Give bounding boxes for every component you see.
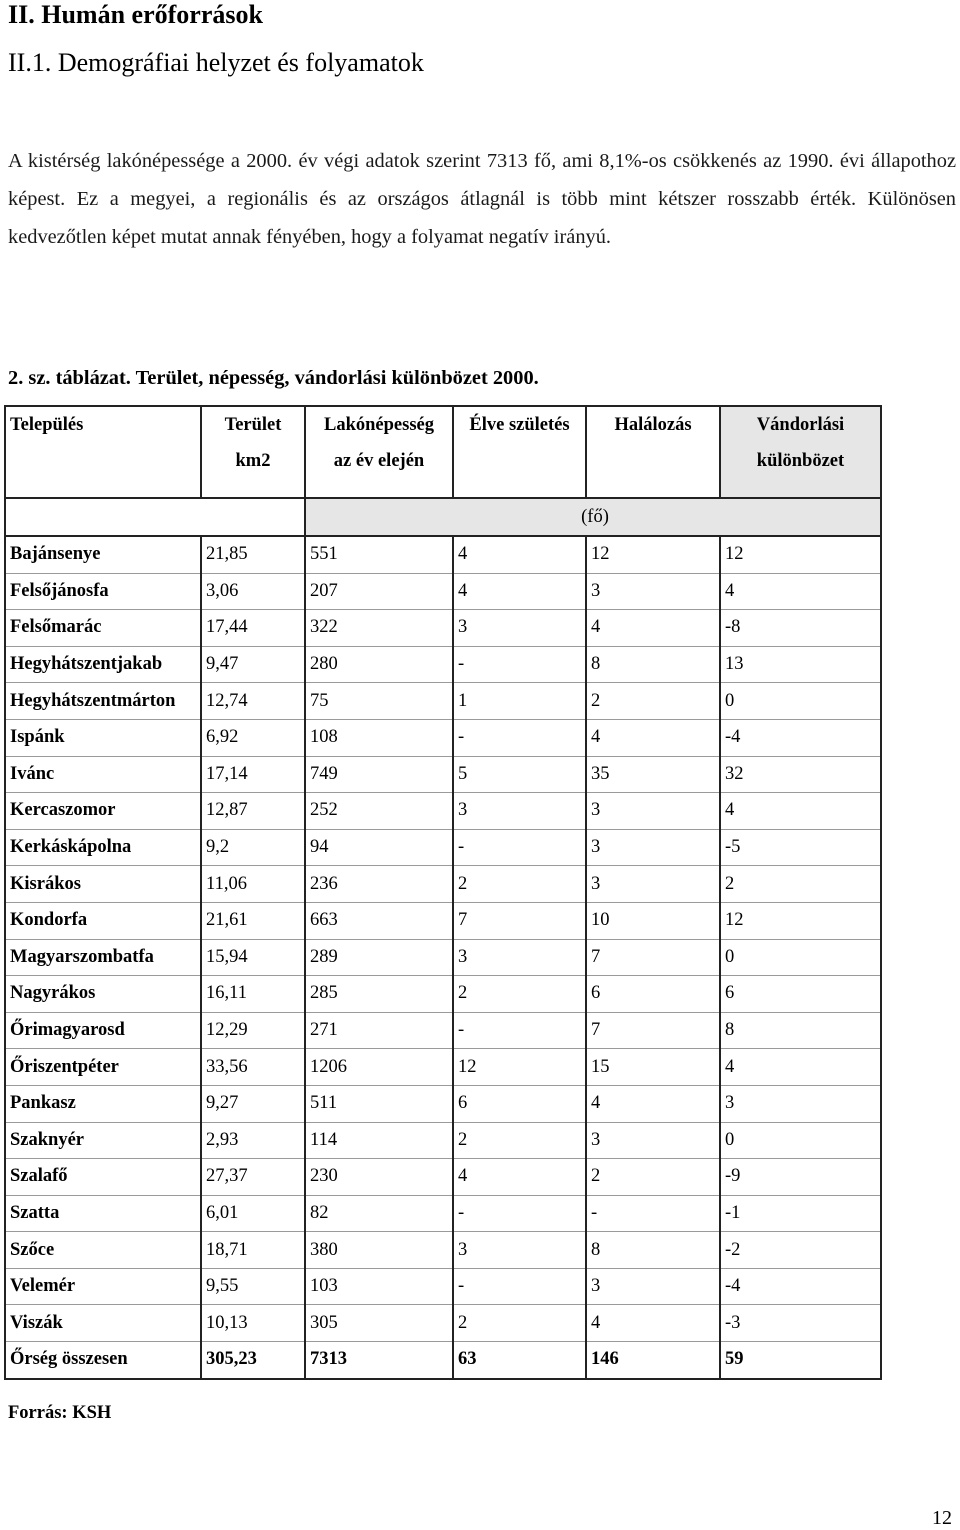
intro-paragraph: A kistérség lakónépessége a 2000. év végi adatok szerint 7313 fő, ami 8,1%-os csökkenés az 1990. évi állapothoz képest. Ez a megyei, a regionális és az országos átlagnál is több mint kétszer rosszabb érték. Különösen kedvezőtlen képet mutat annak fényében, hogy a folyamat negatív irányú.: [8, 150, 956, 248]
cell-population: 305: [305, 1305, 453, 1342]
cell-migration: 4: [720, 793, 881, 830]
table-row: [5, 1122, 881, 1159]
cell-migration: 4: [720, 573, 881, 610]
cell-name: Magyarszombatfa: [5, 939, 201, 976]
header-settlement: Település: [5, 406, 201, 498]
cell-name: Szaknyér: [5, 1122, 201, 1159]
cell-deaths: 4: [586, 610, 720, 647]
cell-area: 21,61: [201, 902, 305, 939]
table-row: [5, 939, 881, 976]
cell-population: 511: [305, 1085, 453, 1122]
cell-population: 749: [305, 756, 453, 793]
cell-deaths: 2: [586, 683, 720, 720]
cell-births: 2: [453, 1305, 586, 1342]
cell-name: Pankasz: [5, 1085, 201, 1122]
cell-deaths: 35: [586, 756, 720, 793]
cell-population: 230: [305, 1159, 453, 1196]
cell-births: 12: [453, 1049, 586, 1086]
cell-population: 94: [305, 829, 453, 866]
cell-population: 285: [305, 976, 453, 1013]
cell-migration: 32: [720, 756, 881, 793]
cell-area: 3,06: [201, 573, 305, 610]
cell-migration: -8: [720, 610, 881, 647]
cell-name: Szatta: [5, 1195, 201, 1232]
table-row: [5, 866, 881, 903]
cell-migration: 4: [720, 1049, 881, 1086]
cell-migration: 13: [720, 646, 881, 683]
table-row: [5, 1305, 881, 1342]
cell-population: 380: [305, 1232, 453, 1269]
table-row: [5, 1085, 881, 1122]
cell-migration: -2: [720, 1232, 881, 1269]
cell-area: 27,37: [201, 1159, 305, 1196]
cell-area: 17,14: [201, 756, 305, 793]
cell-migration: 0: [720, 683, 881, 720]
cell-births: -: [453, 829, 586, 866]
cell-name: Kercaszomor: [5, 793, 201, 830]
cell-migration: 3: [720, 1085, 881, 1122]
cell-name: Szőce: [5, 1232, 201, 1269]
table-row: [5, 1159, 881, 1196]
cell-area: 17,44: [201, 610, 305, 647]
cell-name: Őrség összesen: [5, 1342, 201, 1379]
cell-population: 280: [305, 646, 453, 683]
table-row: [5, 1049, 881, 1086]
cell-births: 2: [453, 976, 586, 1013]
cell-area: 2,93: [201, 1122, 305, 1159]
cell-migration: 6: [720, 976, 881, 1013]
cell-migration: 59: [720, 1342, 881, 1379]
cell-population: 236: [305, 866, 453, 903]
cell-migration: 2: [720, 866, 881, 903]
header-deaths: Halálozás: [586, 406, 720, 498]
cell-name: Felsőjánosfa: [5, 573, 201, 610]
cell-births: 3: [453, 793, 586, 830]
cell-deaths: 12: [586, 536, 720, 573]
cell-population: 551: [305, 536, 453, 573]
cell-area: 11,06: [201, 866, 305, 903]
cell-migration: -4: [720, 1268, 881, 1305]
table-row: [5, 683, 881, 720]
cell-births: 3: [453, 610, 586, 647]
header-migration-line2: különbözet: [756, 451, 845, 471]
header-population-line2: az év elején: [333, 451, 425, 471]
header-area-line1: Terület: [224, 415, 282, 435]
table-row: [5, 902, 881, 939]
cell-population: 103: [305, 1268, 453, 1305]
cell-name: Őriszentpéter: [5, 1049, 201, 1086]
cell-area: 33,56: [201, 1049, 305, 1086]
cell-migration: 8: [720, 1012, 881, 1049]
cell-name: Kerkáskápolna: [5, 829, 201, 866]
demographics-table: [4, 405, 882, 1380]
header-migration-line1: Vándorlási: [756, 415, 845, 435]
cell-name: Felsőmarác: [5, 610, 201, 647]
cell-area: 21,85: [201, 536, 305, 573]
cell-deaths: 10: [586, 902, 720, 939]
cell-deaths: 4: [586, 719, 720, 756]
table-header-row: [5, 406, 881, 498]
cell-deaths: 3: [586, 793, 720, 830]
table-unit-row: [5, 498, 881, 536]
cell-name: Viszák: [5, 1305, 201, 1342]
cell-migration: 0: [720, 1122, 881, 1159]
cell-births: 63: [453, 1342, 586, 1379]
cell-area: 6,92: [201, 719, 305, 756]
cell-births: -: [453, 1268, 586, 1305]
header-population: [305, 406, 453, 498]
cell-name: Velemér: [5, 1268, 201, 1305]
cell-births: -: [453, 1012, 586, 1049]
cell-population: 289: [305, 939, 453, 976]
cell-area: 6,01: [201, 1195, 305, 1232]
chapter-heading: II. Humán erőforrások: [8, 0, 263, 29]
cell-area: 15,94: [201, 939, 305, 976]
cell-deaths: 8: [586, 1232, 720, 1269]
cell-area: 305,23: [201, 1342, 305, 1379]
cell-migration: -9: [720, 1159, 881, 1196]
cell-area: 9,55: [201, 1268, 305, 1305]
cell-migration: -1: [720, 1195, 881, 1232]
header-population-line1: Lakónépesség: [324, 415, 434, 435]
header-area: [201, 406, 305, 498]
cell-migration: -4: [720, 719, 881, 756]
cell-migration: 12: [720, 902, 881, 939]
cell-population: 108: [305, 719, 453, 756]
cell-births: 4: [453, 573, 586, 610]
cell-migration: -5: [720, 829, 881, 866]
table-row: [5, 573, 881, 610]
cell-name: Szalafő: [5, 1159, 201, 1196]
cell-births: -: [453, 1195, 586, 1232]
unit-spacer: [5, 498, 201, 536]
cell-population: 322: [305, 610, 453, 647]
cell-name: Ispánk: [5, 719, 201, 756]
cell-births: 6: [453, 1085, 586, 1122]
cell-area: 9,2: [201, 829, 305, 866]
cell-population: 82: [305, 1195, 453, 1232]
cell-population: 7313: [305, 1342, 453, 1379]
cell-deaths: 3: [586, 1268, 720, 1305]
cell-name: Bajánsenye: [5, 536, 201, 573]
cell-migration: -3: [720, 1305, 881, 1342]
cell-deaths: 7: [586, 939, 720, 976]
cell-population: 114: [305, 1122, 453, 1159]
table-row: [5, 1232, 881, 1269]
section-heading: II.1. Demográfiai helyzet és folyamatok: [8, 48, 424, 77]
cell-name: Kisrákos: [5, 866, 201, 903]
cell-deaths: 146: [586, 1342, 720, 1379]
page-number: 12: [932, 1507, 952, 1529]
table-row: [5, 793, 881, 830]
cell-area: 12,74: [201, 683, 305, 720]
cell-population: 75: [305, 683, 453, 720]
table-row: [5, 646, 881, 683]
table-row: [5, 1195, 881, 1232]
cell-deaths: 3: [586, 573, 720, 610]
table-row: [5, 719, 881, 756]
cell-deaths: 4: [586, 1305, 720, 1342]
cell-name: Nagyrákos: [5, 976, 201, 1013]
table-row: [5, 829, 881, 866]
table-row: [5, 610, 881, 647]
cell-deaths: 3: [586, 866, 720, 903]
cell-deaths: 8: [586, 646, 720, 683]
cell-deaths: 7: [586, 1012, 720, 1049]
cell-name: Őrimagyarosd: [5, 1012, 201, 1049]
cell-area: 16,11: [201, 976, 305, 1013]
table-total-row: [5, 1342, 881, 1379]
unit-spacer: [201, 498, 305, 536]
cell-births: -: [453, 646, 586, 683]
cell-births: 5: [453, 756, 586, 793]
cell-births: 4: [453, 536, 586, 573]
table-row: [5, 976, 881, 1013]
cell-name: Hegyhátszentjakab: [5, 646, 201, 683]
cell-deaths: 4: [586, 1085, 720, 1122]
cell-deaths: 6: [586, 976, 720, 1013]
cell-area: 12,87: [201, 793, 305, 830]
cell-births: 3: [453, 939, 586, 976]
cell-births: 3: [453, 1232, 586, 1269]
cell-area: 10,13: [201, 1305, 305, 1342]
cell-population: 663: [305, 902, 453, 939]
cell-births: 2: [453, 866, 586, 903]
cell-births: 4: [453, 1159, 586, 1196]
cell-name: Hegyhátszentmárton: [5, 683, 201, 720]
cell-births: 1: [453, 683, 586, 720]
cell-population: 252: [305, 793, 453, 830]
table-row: [5, 1012, 881, 1049]
unit-label: (fő): [305, 498, 881, 536]
cell-area: 9,27: [201, 1085, 305, 1122]
cell-deaths: 2: [586, 1159, 720, 1196]
cell-area: 12,29: [201, 1012, 305, 1049]
table-row: [5, 1268, 881, 1305]
cell-deaths: 15: [586, 1049, 720, 1086]
cell-births: -: [453, 719, 586, 756]
cell-migration: 12: [720, 536, 881, 573]
cell-births: 7: [453, 902, 586, 939]
header-area-line2: km2: [235, 451, 271, 471]
cell-migration: 0: [720, 939, 881, 976]
cell-population: 1206: [305, 1049, 453, 1086]
cell-population: 271: [305, 1012, 453, 1049]
cell-name: Ivánc: [5, 756, 201, 793]
table-row: [5, 756, 881, 793]
cell-population: 207: [305, 573, 453, 610]
cell-births: 2: [453, 1122, 586, 1159]
table-source: Forrás: KSH: [8, 1403, 112, 1423]
cell-deaths: 3: [586, 829, 720, 866]
header-births: Élve születés: [453, 406, 586, 498]
cell-name: Kondorfa: [5, 902, 201, 939]
header-migration: [720, 406, 881, 498]
table-row: [5, 536, 881, 573]
cell-area: 18,71: [201, 1232, 305, 1269]
table-caption: 2. sz. táblázat. Terület, népesség, vándorlási különbözet 2000.: [8, 367, 539, 389]
cell-area: 9,47: [201, 646, 305, 683]
cell-deaths: 3: [586, 1122, 720, 1159]
cell-deaths: -: [586, 1195, 720, 1232]
